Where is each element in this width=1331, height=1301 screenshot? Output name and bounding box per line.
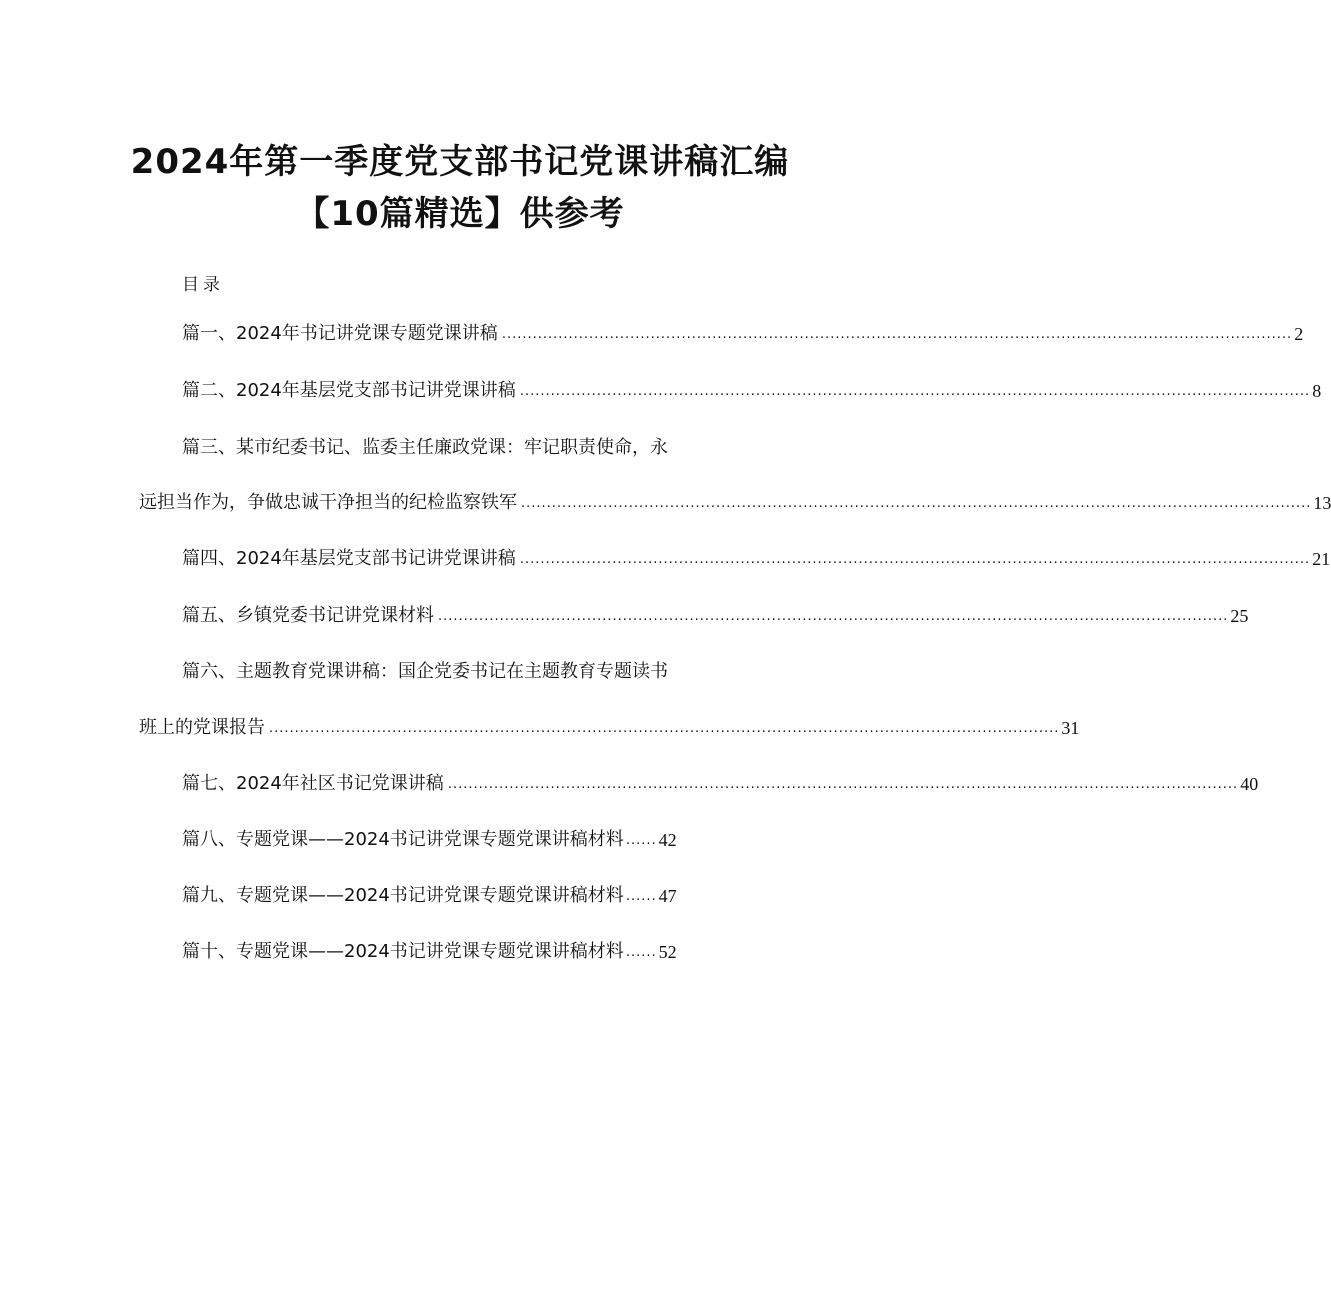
toc-entry-3[interactable]: [139, 491, 1331, 515]
toc-page-number: 25: [1230, 606, 1249, 626]
toc-entry-9[interactable]: [182, 884, 677, 908]
toc-page-number: 21: [1312, 549, 1331, 569]
dot-leader: ..........................................................................................................................................................: [521, 496, 1312, 511]
dot-leader: ..........................................................................................................................................................: [519, 384, 1311, 399]
toc-entry-8[interactable]: [182, 828, 677, 852]
toc-page-number: 13: [1313, 493, 1331, 513]
toc-entry-7[interactable]: [182, 772, 1259, 796]
document-title-line-1: 2024年第一季度党支部书记党课讲稿汇编: [130, 142, 790, 182]
toc-entry-4[interactable]: [182, 547, 1331, 571]
toc-page-number: 47: [658, 886, 677, 906]
toc-entry-6-line-1[interactable]: 篇六、主题教育党课讲稿：国企党委书记在主题教育专题读书: [182, 661, 668, 682]
toc-entry-text: 篇二、2024年基层党支部书记讲党课讲稿: [182, 380, 516, 401]
toc-entry-text: 远担当作为，争做忠诚干净担当的纪检监察铁军: [139, 492, 517, 513]
toc-page-number: 42: [658, 830, 677, 850]
toc-entry-5[interactable]: [182, 604, 1249, 628]
dot-leader: ......: [625, 833, 657, 848]
toc-entry-text: 篇四、2024年基层党支部书记讲党课讲稿: [182, 548, 516, 569]
toc-entry-text: 篇五、乡镇党委书记讲党课材料: [182, 605, 434, 626]
toc-entry-text: 篇十、专题党课——2024书记讲党课专题党课讲稿材料: [182, 941, 624, 962]
dot-leader: ..........................................................................................................................................................: [447, 777, 1239, 792]
toc-entry-text: 篇八、专题党课——2024书记讲党课专题党课讲稿材料: [182, 829, 624, 850]
dot-leader: ......: [625, 889, 657, 904]
dot-leader: ..........................................................................................................................................................: [269, 721, 1060, 736]
toc-entry-text: 篇一、2024年书记讲党课专题党课讲稿: [182, 323, 498, 344]
dot-leader: ..........................................................................................................................................................: [519, 552, 1311, 567]
toc-page-number: 52: [658, 942, 677, 962]
toc-entry-1[interactable]: [182, 322, 1304, 346]
dot-leader: ..........................................................................................................................................................: [438, 609, 1229, 624]
dot-leader: ......: [625, 945, 657, 960]
toc-entry-text: 篇九、专题党课——2024书记讲党课专题党课讲稿材料: [182, 885, 624, 906]
dot-leader: ..........................................................................................................................................................: [501, 327, 1293, 342]
toc-page-number: 2: [1294, 324, 1304, 344]
toc-entry-6[interactable]: [139, 716, 1080, 740]
toc-entry-text: 班上的党课报告: [139, 717, 265, 738]
toc-page-number: 31: [1061, 718, 1080, 738]
toc-entry-10[interactable]: [182, 940, 677, 964]
toc-entry-3-line-1[interactable]: 篇三、某市纪委书记、监委主任廉政党课：牢记职责使命，永: [182, 437, 668, 458]
toc-entry-2[interactable]: [182, 379, 1322, 403]
toc-page-number: 8: [1312, 381, 1322, 401]
toc-heading: 目录: [182, 275, 224, 295]
document-title-line-2: 【10篇精选】供参考: [295, 194, 625, 234]
toc-entry-text: 篇七、2024年社区书记党课讲稿: [182, 773, 444, 794]
toc-page-number: 40: [1240, 774, 1259, 794]
